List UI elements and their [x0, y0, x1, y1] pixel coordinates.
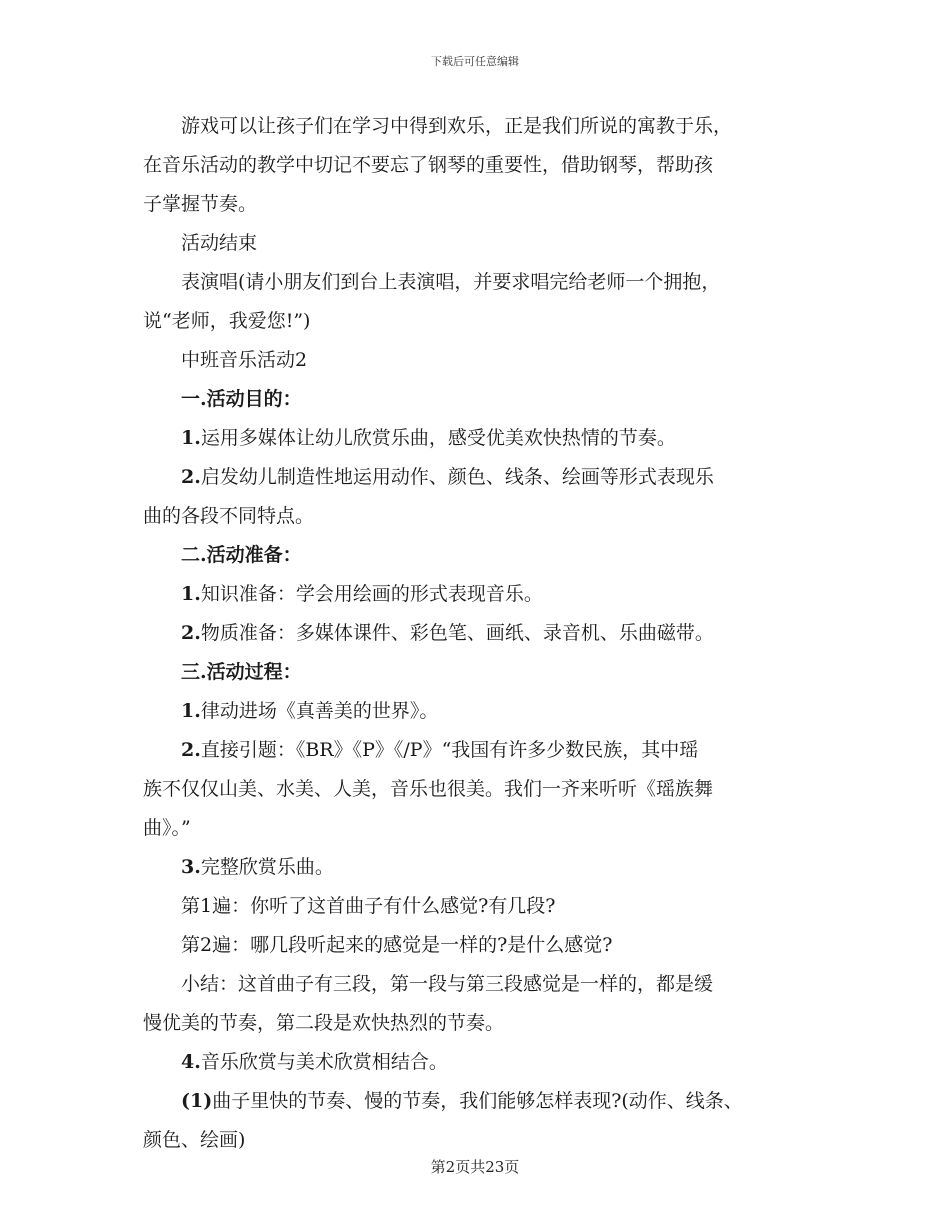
line-text: 物质准备：多媒体课件、彩色笔、画纸、录音机、乐曲磁带。	[200, 622, 714, 644]
paragraph-line	[143, 926, 823, 964]
paragraph-line	[143, 965, 823, 1003]
paragraph-line	[143, 224, 823, 262]
line-text: 慢优美的节奏，第二段是欢快热烈的节奏。	[143, 1012, 505, 1034]
paragraph-line	[143, 536, 823, 574]
paragraph-line	[143, 419, 823, 457]
list-number: 1.	[181, 427, 201, 449]
paragraph-line	[143, 809, 823, 847]
line-text: 族不仅仅山美、水美、人美，音乐也很美。我们一齐来听听《瑶族舞	[143, 778, 714, 800]
line-text: 直接引题：《BR》《P》《/P》“我国有许多少数民族，其中瑶	[200, 739, 699, 761]
list-number: 4.	[181, 1051, 201, 1073]
line-text: 第2遍：哪几段听起来的感觉是一样的?是什么感觉?	[181, 934, 613, 956]
paragraph-line	[143, 302, 823, 340]
line-text: 在音乐活动的教学中切记不要忘了钢琴的重要性，借助钢琴，帮助孩	[143, 154, 714, 176]
list-number: 1.	[181, 583, 201, 605]
line-text: 三.活动过程：	[181, 661, 302, 683]
line-text: 表演唱(请小朋友们到台上表演唱，并要求唱完给老师一个拥抱，	[181, 271, 721, 293]
line-text: 颜色、绘画)	[143, 1129, 246, 1151]
page-footer: 第2页共23页	[430, 1158, 520, 1176]
document-body	[143, 107, 823, 1160]
line-text: 一.活动目的：	[181, 388, 302, 410]
paragraph-line	[143, 731, 823, 769]
line-text: 音乐欣赏与美术欣赏相结合。	[200, 1051, 448, 1073]
list-number: 3.	[181, 856, 201, 878]
paragraph-line	[143, 1082, 823, 1120]
line-text: 启发幼儿制造性地运用动作、颜色、线条、绘画等形式表现乐	[200, 466, 714, 488]
paragraph-line	[143, 770, 823, 808]
line-text: 完整欣赏乐曲。	[200, 856, 334, 878]
paragraph-line	[143, 1004, 823, 1042]
paragraph-line	[143, 185, 823, 223]
line-text: 中班音乐活动2	[181, 349, 308, 371]
line-text: 第1遍：你听了这首曲子有什么感觉?有几段?	[181, 895, 556, 917]
line-text: 曲的各段不同特点。	[143, 505, 315, 527]
line-text: 二.活动准备：	[181, 544, 302, 566]
line-text: 律动进场《真善美的世界》。	[200, 700, 439, 722]
list-number: (1)	[181, 1090, 213, 1112]
line-text: 知识准备：学会用绘画的形式表现音乐。	[200, 583, 543, 605]
line-text: 运用多媒体让幼儿欣赏乐曲，感受优美欢快热情的节奏。	[200, 427, 676, 449]
paragraph-line	[143, 458, 823, 496]
paragraph-line	[143, 146, 823, 184]
paragraph-line	[143, 692, 823, 730]
paragraph-line	[143, 263, 823, 301]
line-text: 小结：这首曲子有三段，第一段与第三段感觉是一样的，都是缓	[181, 973, 714, 995]
paragraph-line	[143, 653, 823, 691]
paragraph-line	[143, 614, 823, 652]
line-text: 游戏可以让孩子们在学习中得到欢乐，正是我们所说的寓教于乐，	[181, 115, 733, 137]
line-text: 活动结束	[181, 232, 258, 254]
line-text: 曲》。”	[143, 817, 191, 839]
line-text: 说“老师，我爱您!”)	[143, 310, 311, 332]
line-text: 子掌握节奏。	[143, 193, 258, 215]
list-number: 2.	[181, 739, 201, 761]
paragraph-line	[143, 380, 823, 418]
paragraph-line	[143, 497, 823, 535]
paragraph-line	[143, 1043, 823, 1081]
page-header: 下载后可任意编辑	[431, 55, 519, 68]
paragraph-line	[143, 107, 823, 145]
paragraph-line	[143, 575, 823, 613]
paragraph-line	[143, 887, 823, 925]
line-text: 曲子里快的节奏、慢的节奏，我们能够怎样表现?(动作、线条、	[212, 1090, 743, 1112]
paragraph-line	[143, 1121, 823, 1159]
paragraph-line	[143, 341, 823, 379]
list-number: 1.	[181, 700, 201, 722]
paragraph-line	[143, 848, 823, 886]
list-number: 2.	[181, 622, 201, 644]
list-number: 2.	[181, 466, 201, 488]
